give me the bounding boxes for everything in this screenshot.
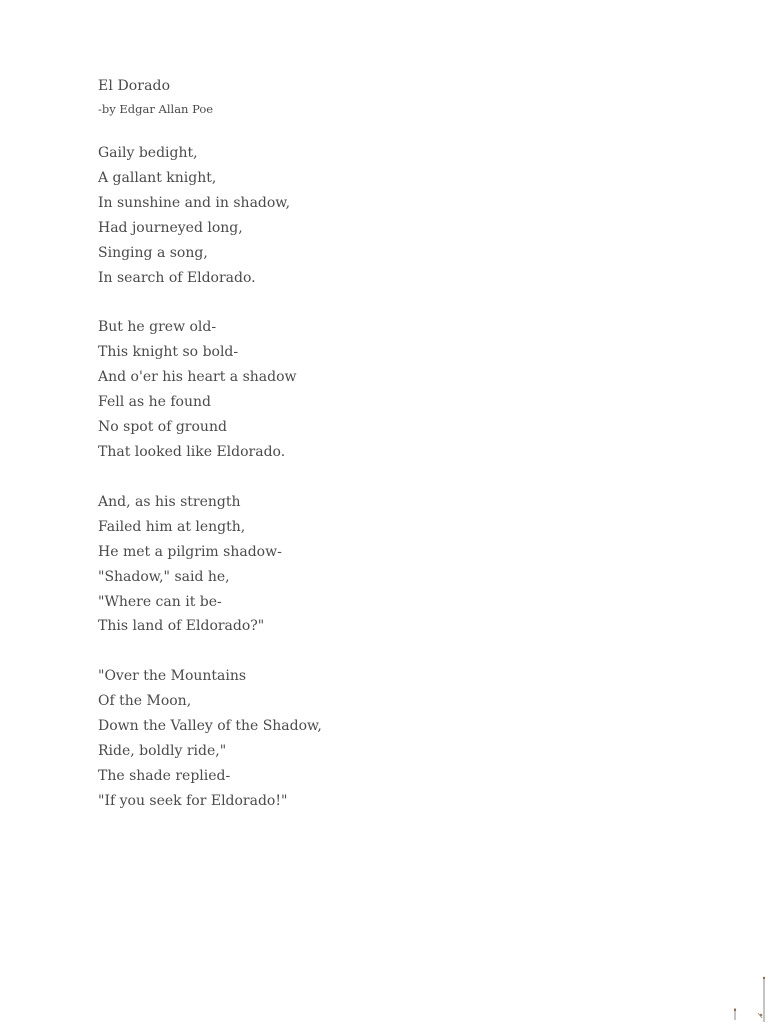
- poem-line: He met a pilgrim shadow-: [98, 543, 282, 560]
- poem-line: No spot of ground: [98, 419, 227, 436]
- poem-line: Fell as he found: [98, 394, 211, 411]
- poem-title: El Dorado: [98, 78, 171, 94]
- poem-line: And o'er his heart a shadow: [98, 369, 297, 386]
- poem-line: Failed him at length,: [98, 518, 246, 535]
- poem-byline: -by Edgar Allan Poe: [98, 102, 214, 116]
- poem-line: "Over the Mountains: [98, 668, 247, 685]
- poem-line: Down the Valley of the Shadow,: [98, 718, 322, 735]
- stanza-4: [98, 664, 658, 813]
- poem-line: "Shadow," said he,: [98, 568, 230, 585]
- corner-scan-marks: [728, 974, 768, 1024]
- poem-line: But he grew old-: [98, 319, 217, 336]
- stanza-3: [98, 490, 658, 639]
- poem-line: Had journeyed long,: [98, 219, 243, 236]
- poem-body: [98, 141, 658, 814]
- poem-line: And, as his strength: [98, 493, 241, 510]
- poem-line: This knight so bold-: [98, 344, 239, 361]
- poem-line: The shade replied-: [98, 767, 231, 784]
- poem-line: Gaily bedight,: [98, 145, 198, 161]
- poem-line: Ride, boldly ride,": [98, 743, 227, 760]
- poem-line: In sunshine and in shadow,: [98, 194, 291, 211]
- poem-line: That looked like Eldorado.: [98, 443, 286, 460]
- poem-line: "If you seek for Eldorado!": [98, 792, 288, 809]
- poem-line: Of the Moon,: [98, 693, 192, 710]
- poem-line: Singing a song,: [98, 244, 208, 261]
- poem-line: In search of Eldorado.: [98, 269, 256, 286]
- document-page: [98, 76, 658, 839]
- stanza-1: [98, 141, 658, 290]
- poem-line: "Where can it be-: [98, 593, 222, 610]
- poem-line: A gallant knight,: [98, 169, 217, 186]
- stanza-2: [98, 315, 658, 464]
- poem-line: This land of Eldorado?": [98, 618, 265, 635]
